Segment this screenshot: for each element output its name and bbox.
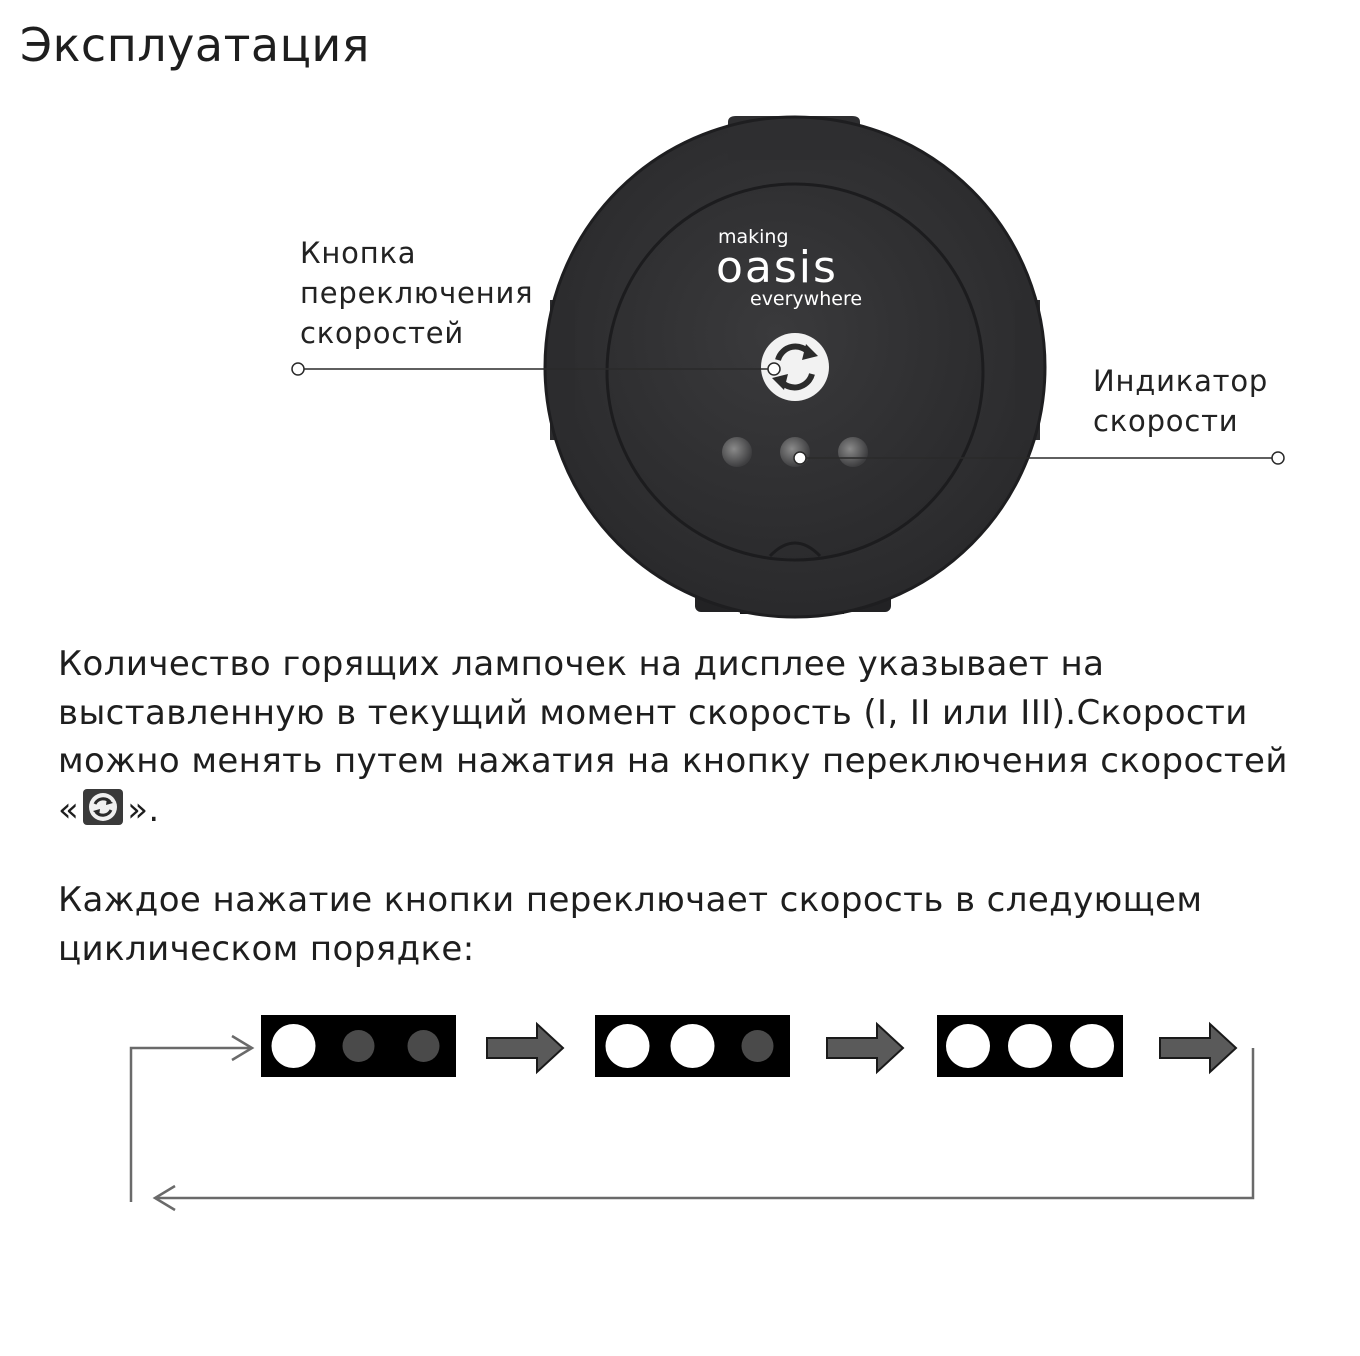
speed-led-on xyxy=(946,1024,990,1068)
cycle-arrow-icon xyxy=(1160,1024,1236,1072)
paragraph-cycle-intro-text: Каждое нажатие кнопки переключает скорость в следующем циклическом порядке: xyxy=(58,880,1203,969)
speed-step-panel xyxy=(261,1015,456,1077)
speed-led-on xyxy=(1070,1024,1114,1068)
speed-step-panel xyxy=(595,1015,790,1077)
speed-led-on xyxy=(1008,1024,1052,1068)
speed-led-on xyxy=(671,1024,715,1068)
callout-speed-button-line-3: скоростей xyxy=(300,316,465,350)
logo-top-text: making xyxy=(718,226,789,248)
paragraph-speed-indicator-text: Количество горящих лампочек на дисплее указывает на выставленную в текущий момент скорость (I, II или III).Скорости можно менять путем нажатия на кнопку переключения скоростей xyxy=(58,644,1288,781)
speed-step-panel xyxy=(937,1015,1123,1077)
callout-speed-button-line-2: переключения xyxy=(300,276,534,310)
quote-open: « xyxy=(58,789,80,830)
speed-led-on xyxy=(606,1024,650,1068)
speed-led-off xyxy=(343,1030,375,1062)
callout-speed-indicator-line-1: Индикатор xyxy=(1093,364,1269,398)
cycle-arrow-icon xyxy=(827,1024,903,1072)
callout-speed-button-line-1: Кнопка xyxy=(300,236,417,270)
page-title: Эксплуатация xyxy=(20,18,370,72)
speed-led-off xyxy=(408,1030,440,1062)
logo-bottom-text: everywhere xyxy=(750,288,863,310)
callout-speed-indicator-line-2: скорости xyxy=(1093,404,1239,438)
speed-led-off xyxy=(742,1030,774,1062)
quote-close: ». xyxy=(127,789,160,830)
logo-main-text: oasis xyxy=(716,242,838,293)
cycle-arrow-icon xyxy=(487,1024,563,1072)
speed-led-on xyxy=(272,1024,316,1068)
